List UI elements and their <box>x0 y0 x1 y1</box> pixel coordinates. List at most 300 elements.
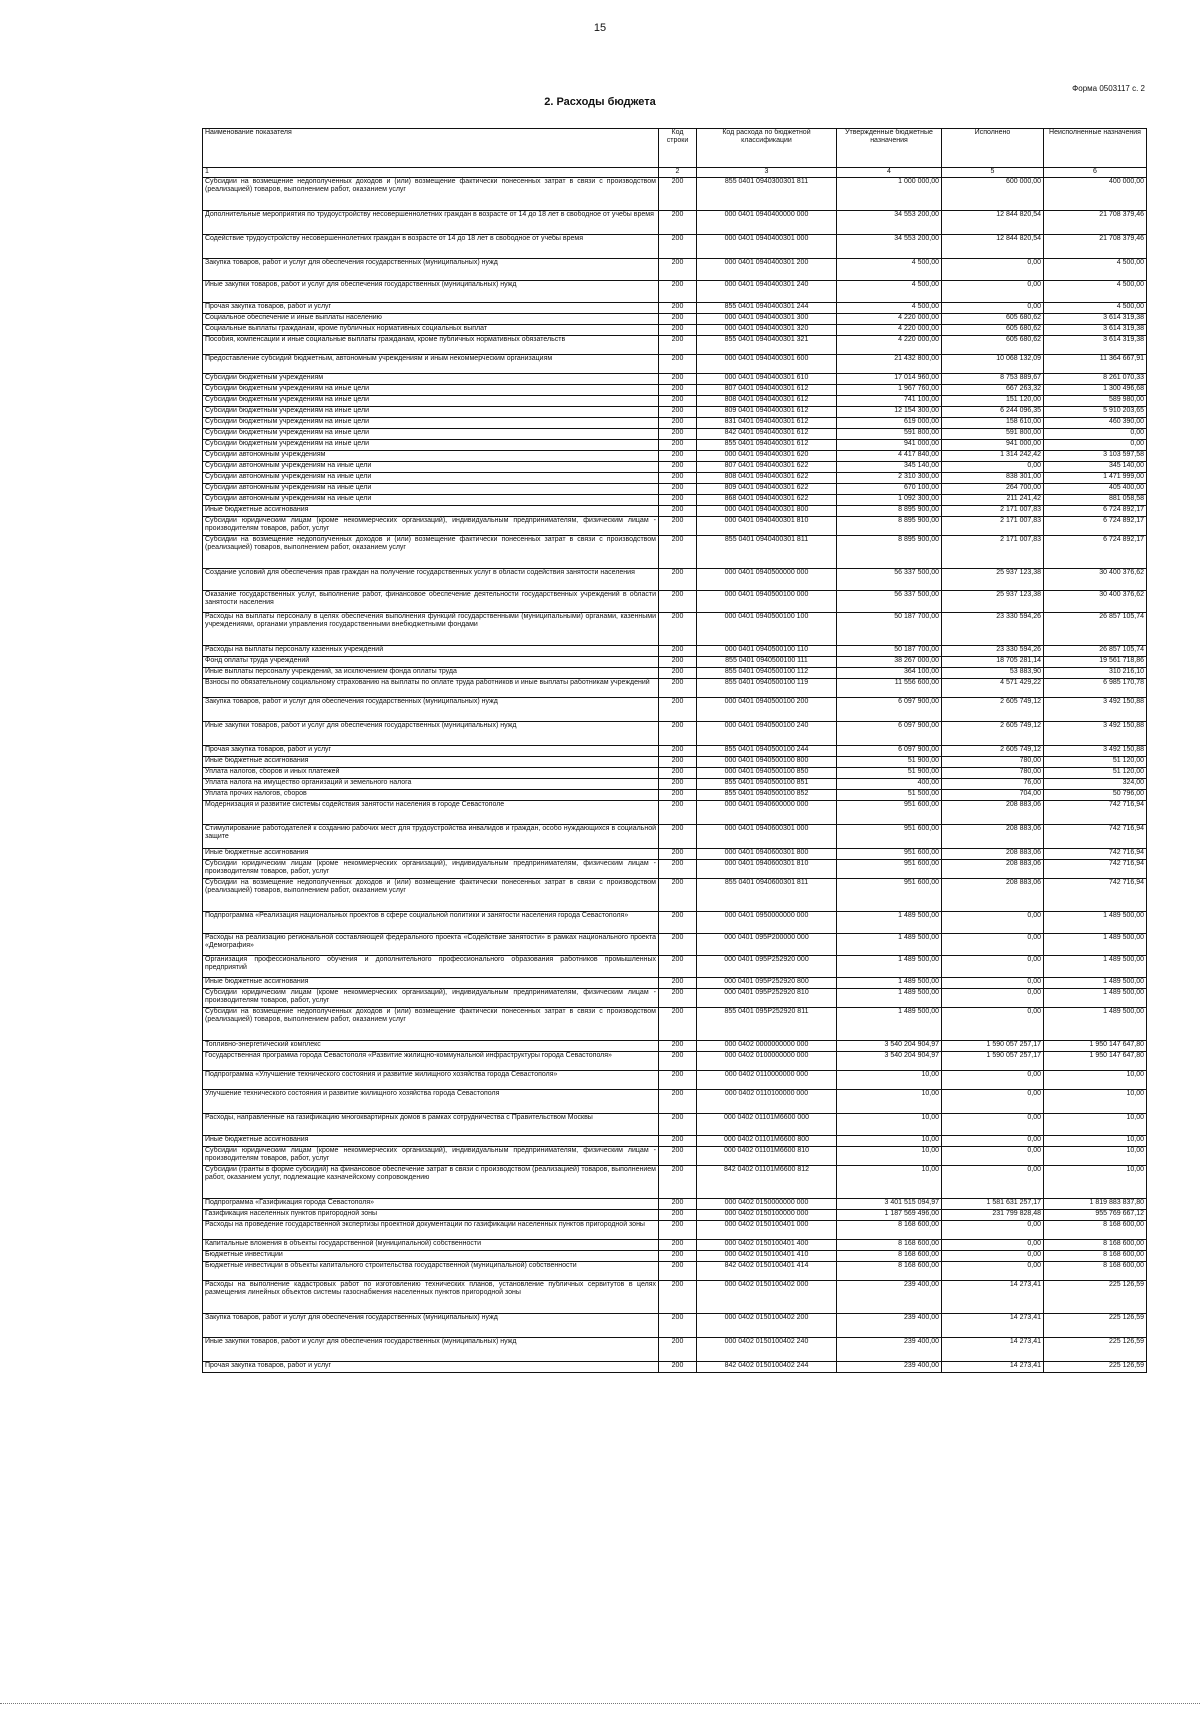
table-row <box>203 517 1147 536</box>
row-classification-code: 000 0401 095P252920 000 <box>697 956 837 978</box>
row-name: Подпрограмма «Газификация города Севастополя» <box>203 1199 659 1210</box>
row-line-code: 200 <box>659 989 697 1008</box>
row-name: Прочая закупка товаров, работ и услуг <box>203 746 659 757</box>
row-executed: 25 937 123,38 <box>942 569 1044 591</box>
row-executed: 14 273,41 <box>942 1362 1044 1373</box>
row-line-code: 200 <box>659 790 697 801</box>
row-approved: 8 168 600,00 <box>837 1240 942 1251</box>
row-executed: 76,00 <box>942 779 1044 790</box>
row-unexecuted: 4 500,00 <box>1044 303 1147 314</box>
row-name: Расходы на реализацию региональной составляющей федерального проекта «Содействие занятости» в рамках национального проекта «Демография» <box>203 934 659 956</box>
row-classification-code: 000 0401 0940500100 240 <box>697 722 837 746</box>
row-approved: 10,00 <box>837 1071 942 1090</box>
row-unexecuted: 742 716,94 <box>1044 801 1147 825</box>
row-approved: 17 014 960,00 <box>837 374 942 385</box>
table-row <box>203 646 1147 657</box>
table-row <box>203 536 1147 569</box>
document-title: 2. Расходы бюджета <box>544 96 656 108</box>
row-name: Расходы на проведение государственной экспертизы проектной документации по газификации населенных пунктов пригородной зоны <box>203 1221 659 1240</box>
row-name: Иные бюджетные ассигнования <box>203 849 659 860</box>
row-name: Субсидии бюджетным учреждениям на иные цели <box>203 418 659 429</box>
row-name: Государственная программа города Севастополя «Развитие жилищно-коммунальной инфраструктуры города Севастополя» <box>203 1052 659 1071</box>
row-unexecuted: 26 857 105,74 <box>1044 613 1147 646</box>
row-name: Иные бюджетные ассигнования <box>203 978 659 989</box>
row-executed: 591 800,00 <box>942 429 1044 440</box>
row-line-code: 200 <box>659 1008 697 1041</box>
table-row <box>203 396 1147 407</box>
row-name: Организация профессионального обучения и дополнительного профессионального образования работников промышленных предприятий <box>203 956 659 978</box>
row-approved: 4 220 000,00 <box>837 314 942 325</box>
row-unexecuted: 225 126,59 <box>1044 1314 1147 1338</box>
row-approved: 10,00 <box>837 1147 942 1166</box>
row-executed: 18 705 281,14 <box>942 657 1044 668</box>
row-executed: 941 000,00 <box>942 440 1044 451</box>
row-executed: 0,00 <box>942 259 1044 281</box>
row-unexecuted: 30 400 376,62 <box>1044 569 1147 591</box>
row-classification-code: 000 0401 095P252920 800 <box>697 978 837 989</box>
row-unexecuted: 10,00 <box>1044 1166 1147 1199</box>
row-classification-code: 855 0401 0940500100 244 <box>697 746 837 757</box>
column-index: 4 <box>837 168 942 178</box>
row-name: Фонд оплаты труда учреждений <box>203 657 659 668</box>
row-approved: 1 489 500,00 <box>837 956 942 978</box>
row-name: Иные выплаты персоналу учреждений, за исключением фонда оплаты труда <box>203 668 659 679</box>
row-approved: 10,00 <box>837 1114 942 1136</box>
row-classification-code: 809 0401 0940400301 612 <box>697 407 837 418</box>
row-classification-code: 000 0402 0150000000 000 <box>697 1199 837 1210</box>
row-approved: 34 553 200,00 <box>837 235 942 259</box>
table-row <box>203 746 1147 757</box>
row-executed: 6 244 096,35 <box>942 407 1044 418</box>
row-executed: 0,00 <box>942 1240 1044 1251</box>
row-unexecuted: 225 126,59 <box>1044 1281 1147 1314</box>
form-code: Форма 0503117 с. 2 <box>1072 84 1145 93</box>
row-executed: 1 581 631 257,17 <box>942 1199 1044 1210</box>
row-name: Модернизация и развитие системы содействия занятости населения в городе Севастополе <box>203 801 659 825</box>
row-unexecuted: 8 261 070,33 <box>1044 374 1147 385</box>
row-name: Субсидии автономным учреждениям на иные цели <box>203 473 659 484</box>
table-row <box>203 722 1147 746</box>
row-name: Субсидии автономным учреждениям на иные цели <box>203 495 659 506</box>
row-unexecuted: 1 300 496,68 <box>1044 385 1147 396</box>
row-classification-code: 000 0401 0940500100 800 <box>697 757 837 768</box>
row-approved: 21 432 800,00 <box>837 355 942 374</box>
row-name: Субсидии на возмещение недополученных доходов и (или) возмещение фактически понесенных затрат в связи с производством (реализацией) товаров, выполнением работ, оказанием услуг <box>203 879 659 912</box>
row-line-code: 200 <box>659 934 697 956</box>
row-line-code: 200 <box>659 1338 697 1362</box>
table-row <box>203 1240 1147 1251</box>
row-unexecuted: 6 985 170,78 <box>1044 679 1147 698</box>
row-classification-code: 000 0401 0940400301 810 <box>697 517 837 536</box>
row-approved: 619 000,00 <box>837 418 942 429</box>
row-unexecuted: 3 492 150,88 <box>1044 722 1147 746</box>
row-line-code: 200 <box>659 517 697 536</box>
row-unexecuted: 6 724 892,17 <box>1044 506 1147 517</box>
row-name: Расходы на выплаты персоналу казенных учреждений <box>203 646 659 657</box>
row-classification-code: 000 0401 0940500100 200 <box>697 698 837 722</box>
row-approved: 951 600,00 <box>837 879 942 912</box>
row-classification-code: 000 0401 0940500100 100 <box>697 613 837 646</box>
row-executed: 780,00 <box>942 757 1044 768</box>
row-approved: 50 187 700,00 <box>837 613 942 646</box>
row-unexecuted: 8 168 600,00 <box>1044 1262 1147 1281</box>
table-row <box>203 440 1147 451</box>
table-row <box>203 912 1147 934</box>
row-line-code: 200 <box>659 506 697 517</box>
row-executed: 704,00 <box>942 790 1044 801</box>
row-name: Социальное обеспечение и иные выплаты населению <box>203 314 659 325</box>
row-name: Иные закупки товаров, работ и услуг для обеспечения государственных (муниципальных) нужд <box>203 1338 659 1362</box>
row-line-code: 200 <box>659 679 697 698</box>
row-approved: 741 100,00 <box>837 396 942 407</box>
row-name: Капитальные вложения в объекты государственной (муниципальной) собственности <box>203 1240 659 1251</box>
row-unexecuted: 1 489 500,00 <box>1044 1008 1147 1041</box>
row-executed: 208 883,06 <box>942 860 1044 879</box>
row-unexecuted: 10,00 <box>1044 1071 1147 1090</box>
row-unexecuted: 10,00 <box>1044 1136 1147 1147</box>
row-unexecuted: 742 716,94 <box>1044 860 1147 879</box>
row-classification-code: 855 0401 0940400301 321 <box>697 336 837 355</box>
row-classification-code: 000 0402 0150100402 200 <box>697 1314 837 1338</box>
column-index: 5 <box>942 168 1044 178</box>
row-approved: 670 100,00 <box>837 484 942 495</box>
row-unexecuted: 0,00 <box>1044 429 1147 440</box>
row-classification-code: 000 0401 0940500100 000 <box>697 591 837 613</box>
row-unexecuted: 5 910 203,65 <box>1044 407 1147 418</box>
table-row <box>203 698 1147 722</box>
row-unexecuted: 11 364 667,91 <box>1044 355 1147 374</box>
row-approved: 951 600,00 <box>837 825 942 849</box>
row-unexecuted: 742 716,94 <box>1044 849 1147 860</box>
table-row <box>203 1071 1147 1090</box>
column-index: 6 <box>1044 168 1147 178</box>
row-classification-code: 855 0401 0940500100 119 <box>697 679 837 698</box>
row-name: Субсидии автономным учреждениям на иные цели <box>203 484 659 495</box>
row-classification-code: 855 0401 0940400301 244 <box>697 303 837 314</box>
row-executed: 208 883,06 <box>942 849 1044 860</box>
row-executed: 14 273,41 <box>942 1338 1044 1362</box>
row-line-code: 200 <box>659 1262 697 1281</box>
table-row <box>203 418 1147 429</box>
row-executed: 12 844 820,54 <box>942 235 1044 259</box>
row-approved: 4 500,00 <box>837 281 942 303</box>
row-approved: 951 600,00 <box>837 801 942 825</box>
row-classification-code: 000 0402 0150100402 240 <box>697 1338 837 1362</box>
row-approved: 4 220 000,00 <box>837 325 942 336</box>
row-unexecuted: 742 716,94 <box>1044 879 1147 912</box>
table-row <box>203 569 1147 591</box>
table-row <box>203 336 1147 355</box>
row-line-code: 200 <box>659 407 697 418</box>
table-row <box>203 506 1147 517</box>
row-approved: 6 097 900,00 <box>837 698 942 722</box>
row-line-code: 200 <box>659 211 697 235</box>
row-approved: 4 220 000,00 <box>837 336 942 355</box>
row-name: Субсидии на возмещение недополученных доходов и (или) возмещение фактически понесенных затрат в связи с производством (реализацией) товаров, выполнением работ, оказанием услуг <box>203 1008 659 1041</box>
row-classification-code: 000 0401 0940400301 600 <box>697 355 837 374</box>
row-name: Субсидии на возмещение недополученных доходов и (или) возмещение фактически понесенных затрат в связи с производством (реализацией) товаров, выполнением работ, оказанием услуг <box>203 178 659 211</box>
table-row <box>203 484 1147 495</box>
row-approved: 34 553 200,00 <box>837 211 942 235</box>
row-line-code: 200 <box>659 451 697 462</box>
row-executed: 0,00 <box>942 1136 1044 1147</box>
row-name: Уплата налога на имущество организаций и земельного налога <box>203 779 659 790</box>
row-line-code: 200 <box>659 978 697 989</box>
row-line-code: 200 <box>659 235 697 259</box>
table-row <box>203 790 1147 801</box>
header-row <box>203 129 1147 168</box>
row-unexecuted: 345 140,00 <box>1044 462 1147 473</box>
row-line-code: 200 <box>659 259 697 281</box>
row-classification-code: 808 0401 0940400301 622 <box>697 473 837 484</box>
table-row <box>203 978 1147 989</box>
table-row <box>203 849 1147 860</box>
row-classification-code: 855 0401 0940500100 852 <box>697 790 837 801</box>
row-unexecuted: 955 769 667,12 <box>1044 1210 1147 1221</box>
row-classification-code: 000 0402 0000000000 000 <box>697 1041 837 1052</box>
row-approved: 51 500,00 <box>837 790 942 801</box>
row-line-code: 200 <box>659 1221 697 1240</box>
row-classification-code: 000 0402 01101М6600 800 <box>697 1136 837 1147</box>
row-executed: 23 330 594,26 <box>942 613 1044 646</box>
table-row <box>203 1136 1147 1147</box>
row-executed: 2 605 749,12 <box>942 746 1044 757</box>
row-approved: 51 900,00 <box>837 768 942 779</box>
table-row <box>203 1210 1147 1221</box>
row-classification-code: 855 0401 0940400301 612 <box>697 440 837 451</box>
row-approved: 239 400,00 <box>837 1362 942 1373</box>
row-executed: 53 883,90 <box>942 668 1044 679</box>
row-line-code: 200 <box>659 746 697 757</box>
table-row <box>203 1041 1147 1052</box>
row-line-code: 200 <box>659 956 697 978</box>
row-name: Субсидии на возмещение недополученных доходов и (или) возмещение фактически понесенных затрат в связи с производством (реализацией) товаров, выполнением работ, оказанием услуг <box>203 536 659 569</box>
row-executed: 14 273,41 <box>942 1314 1044 1338</box>
table-row <box>203 860 1147 879</box>
row-unexecuted: 405 400,00 <box>1044 484 1147 495</box>
row-name: Создание условий для обеспечения прав граждан на получение государственных услуг в области содействия занятости населения <box>203 569 659 591</box>
row-line-code: 200 <box>659 757 697 768</box>
page-bottom-edge <box>0 1703 1200 1705</box>
row-classification-code: 000 0401 095P252920 810 <box>697 989 837 1008</box>
row-name: Бюджетные инвестиции в объекты капитального строительства государственной (муниципальной) собственности <box>203 1262 659 1281</box>
row-line-code: 200 <box>659 473 697 484</box>
row-executed: 605 680,62 <box>942 336 1044 355</box>
row-executed: 667 263,32 <box>942 385 1044 396</box>
table-row <box>203 1114 1147 1136</box>
row-approved: 8 895 900,00 <box>837 517 942 536</box>
row-executed: 0,00 <box>942 934 1044 956</box>
table-row <box>203 1008 1147 1041</box>
row-line-code: 200 <box>659 1199 697 1210</box>
header-unexecuted: Неисполненные назначения <box>1044 129 1147 168</box>
table-row <box>203 462 1147 473</box>
row-approved: 6 097 900,00 <box>837 722 942 746</box>
row-name: Топливно-энергетический комплекс <box>203 1041 659 1052</box>
row-line-code: 200 <box>659 569 697 591</box>
table-row <box>203 355 1147 374</box>
row-classification-code: 000 0402 0110100000 000 <box>697 1090 837 1114</box>
row-executed: 0,00 <box>942 1221 1044 1240</box>
row-name: Дополнительные мероприятия по трудоустройству несовершеннолетних граждан в возрасте от 14 до 18 лет в свободное от учебы время <box>203 211 659 235</box>
table-row <box>203 768 1147 779</box>
row-name: Расходы на выполнение кадастровых работ по изготовлению технических планов, установление публичных сервитутов в целях размещения линейных объектов системы газоснабжения населенных пунктов пригородной зоны <box>203 1281 659 1314</box>
row-unexecuted: 1 950 147 647,80 <box>1044 1041 1147 1052</box>
row-line-code: 200 <box>659 484 697 495</box>
row-name: Улучшение технического состояния и развитие жилищного хозяйства города Севастополя <box>203 1090 659 1114</box>
table-row <box>203 178 1147 211</box>
row-executed: 838 301,00 <box>942 473 1044 484</box>
row-unexecuted: 26 857 105,74 <box>1044 646 1147 657</box>
row-name: Закупка товаров, работ и услуг для обеспечения государственных (муниципальных) нужд <box>203 698 659 722</box>
row-unexecuted: 21 708 379,46 <box>1044 235 1147 259</box>
row-approved: 10,00 <box>837 1136 942 1147</box>
column-index-row <box>203 168 1147 178</box>
row-line-code: 200 <box>659 1281 697 1314</box>
row-name: Взносы по обязательному социальному страхованию на выплаты по оплате труда работников и иные выплаты работникам учреждений <box>203 679 659 698</box>
row-approved: 1 489 500,00 <box>837 1008 942 1041</box>
row-unexecuted: 6 724 892,17 <box>1044 536 1147 569</box>
table-row <box>203 1052 1147 1071</box>
row-name: Предоставление субсидий бюджетным, автономным учреждениям и иным некоммерческим организациям <box>203 355 659 374</box>
row-approved: 56 337 500,00 <box>837 591 942 613</box>
row-classification-code: 000 0401 0940400000 000 <box>697 211 837 235</box>
row-classification-code: 000 0402 01101М6600 810 <box>697 1147 837 1166</box>
row-unexecuted: 3 614 319,38 <box>1044 325 1147 336</box>
row-approved: 1 489 500,00 <box>837 989 942 1008</box>
row-unexecuted: 0,00 <box>1044 440 1147 451</box>
row-line-code: 200 <box>659 1166 697 1199</box>
row-line-code: 200 <box>659 849 697 860</box>
table-row <box>203 451 1147 462</box>
row-classification-code: 000 0401 0940600301 000 <box>697 825 837 849</box>
row-line-code: 200 <box>659 418 697 429</box>
table-row <box>203 1199 1147 1210</box>
row-classification-code: 842 0402 01101М6600 812 <box>697 1166 837 1199</box>
row-executed: 158 610,00 <box>942 418 1044 429</box>
table-row <box>203 779 1147 790</box>
row-line-code: 200 <box>659 355 697 374</box>
row-line-code: 200 <box>659 374 697 385</box>
row-classification-code: 855 0401 0940600301 811 <box>697 879 837 912</box>
row-unexecuted: 10,00 <box>1044 1090 1147 1114</box>
row-unexecuted: 1 489 500,00 <box>1044 989 1147 1008</box>
row-executed: 605 680,62 <box>942 325 1044 336</box>
row-executed: 25 937 123,38 <box>942 591 1044 613</box>
row-line-code: 200 <box>659 385 697 396</box>
row-executed: 2 605 749,12 <box>942 698 1044 722</box>
row-approved: 56 337 500,00 <box>837 569 942 591</box>
row-unexecuted: 1 950 147 647,80 <box>1044 1052 1147 1071</box>
header-approved: Утвержденные бюджетные назначения <box>837 129 942 168</box>
row-unexecuted: 51 120,00 <box>1044 757 1147 768</box>
row-name: Иные бюджетные ассигнования <box>203 757 659 768</box>
row-approved: 239 400,00 <box>837 1314 942 1338</box>
row-classification-code: 855 0401 0940400301 811 <box>697 536 837 569</box>
row-unexecuted: 1 489 500,00 <box>1044 912 1147 934</box>
row-classification-code: 855 0401 0940500100 851 <box>697 779 837 790</box>
row-unexecuted: 3 103 597,58 <box>1044 451 1147 462</box>
row-name: Субсидии юридическим лицам (кроме некоммерческих организаций), индивидуальным предпринимателям, физическим лицам - производителям товаров, работ, услуг <box>203 1147 659 1166</box>
column-index: 3 <box>697 168 837 178</box>
row-line-code: 200 <box>659 396 697 407</box>
table-row <box>203 281 1147 303</box>
row-executed: 2 605 749,12 <box>942 722 1044 746</box>
row-line-code: 200 <box>659 1090 697 1114</box>
row-unexecuted: 324,00 <box>1044 779 1147 790</box>
row-name: Субсидии бюджетным учреждениям <box>203 374 659 385</box>
table-row <box>203 374 1147 385</box>
row-executed: 208 883,06 <box>942 801 1044 825</box>
row-approved: 8 168 600,00 <box>837 1221 942 1240</box>
row-classification-code: 000 0402 0150100401 000 <box>697 1221 837 1240</box>
row-classification-code: 000 0401 0940400301 620 <box>697 451 837 462</box>
row-executed: 0,00 <box>942 1166 1044 1199</box>
table-row <box>203 879 1147 912</box>
row-name: Закупка товаров, работ и услуг для обеспечения государственных (муниципальных) нужд <box>203 259 659 281</box>
row-name: Закупка товаров, работ и услуг для обеспечения государственных (муниципальных) нужд <box>203 1314 659 1338</box>
table-row <box>203 934 1147 956</box>
row-classification-code: 831 0401 0940400301 612 <box>697 418 837 429</box>
row-line-code: 200 <box>659 698 697 722</box>
row-line-code: 200 <box>659 591 697 613</box>
row-approved: 8 168 600,00 <box>837 1262 942 1281</box>
row-approved: 38 267 000,00 <box>837 657 942 668</box>
row-line-code: 200 <box>659 613 697 646</box>
row-name: Субсидии бюджетным учреждениям на иные цели <box>203 429 659 440</box>
row-approved: 1 967 760,00 <box>837 385 942 396</box>
row-classification-code: 855 0401 0940300301 811 <box>697 178 837 211</box>
row-line-code: 200 <box>659 1362 697 1373</box>
row-executed: 0,00 <box>942 1262 1044 1281</box>
row-executed: 0,00 <box>942 1114 1044 1136</box>
row-approved: 951 600,00 <box>837 849 942 860</box>
row-executed: 1 314 242,42 <box>942 451 1044 462</box>
row-line-code: 200 <box>659 281 697 303</box>
row-name: Содействие трудоустройству несовершеннолетних граждан в возрасте от 14 до 18 лет в свободное от учебы время <box>203 235 659 259</box>
table-row <box>203 591 1147 613</box>
row-classification-code: 000 0401 0940600301 800 <box>697 849 837 860</box>
table-row <box>203 657 1147 668</box>
row-classification-code: 000 0402 0150100401 400 <box>697 1240 837 1251</box>
row-classification-code: 000 0401 0950000000 000 <box>697 912 837 934</box>
row-approved: 10,00 <box>837 1090 942 1114</box>
row-approved: 8 895 900,00 <box>837 506 942 517</box>
row-line-code: 200 <box>659 178 697 211</box>
table-row <box>203 259 1147 281</box>
row-approved: 4 417 840,00 <box>837 451 942 462</box>
row-line-code: 200 <box>659 1210 697 1221</box>
row-unexecuted: 3 614 319,38 <box>1044 336 1147 355</box>
table-row <box>203 1281 1147 1314</box>
row-approved: 1 187 569 496,00 <box>837 1210 942 1221</box>
row-executed: 0,00 <box>942 1090 1044 1114</box>
row-unexecuted: 10,00 <box>1044 1147 1147 1166</box>
row-name: Субсидии бюджетным учреждениям на иные цели <box>203 407 659 418</box>
row-name: Расходы, направленные на газификацию многоквартирных домов в рамках сотрудничества с Правительством Москвы <box>203 1114 659 1136</box>
row-line-code: 200 <box>659 1052 697 1071</box>
row-classification-code: 000 0402 01101М6600 000 <box>697 1114 837 1136</box>
row-unexecuted: 21 708 379,46 <box>1044 211 1147 235</box>
row-executed: 10 068 132,09 <box>942 355 1044 374</box>
row-approved: 591 800,00 <box>837 429 942 440</box>
header-executed: Исполнено <box>942 129 1044 168</box>
row-name: Субсидии автономным учреждениям на иные цели <box>203 462 659 473</box>
row-approved: 951 600,00 <box>837 860 942 879</box>
row-name: Субсидии бюджетным учреждениям на иные цели <box>203 396 659 407</box>
row-line-code: 200 <box>659 657 697 668</box>
row-classification-code: 000 0402 0110000000 000 <box>697 1071 837 1090</box>
